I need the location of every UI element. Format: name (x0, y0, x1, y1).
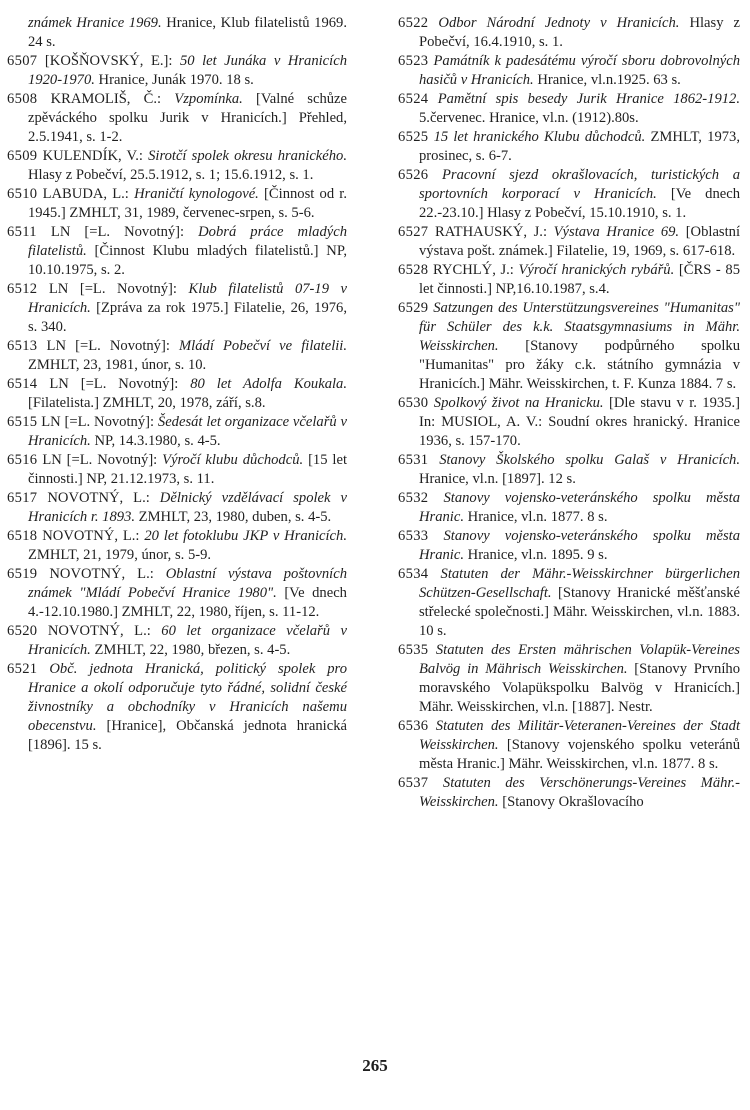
entry-number: 6513 (7, 338, 38, 354)
entry-text: 5.červenec. Hranice, vl.n. (1912).80s. (419, 110, 639, 126)
bibliography-entry (7, 337, 347, 375)
bibliography-entry (7, 527, 347, 565)
entry-text: Hranice, Junák 1970. 18 s. (94, 72, 254, 88)
entry-text: Hranice, vl.n. 1877. 8 s. (464, 509, 608, 525)
bibliography-entry (7, 90, 347, 147)
entry-title: 15 let hranického Klubu důchodců. (433, 129, 646, 145)
bibliography-entry (398, 299, 740, 394)
entry-text: [Oblastní výstava pošt. známek.] Filatelie, 19, 1969, s. 617-618. (419, 224, 741, 259)
bibliography-entry (398, 451, 740, 489)
entry-number: 6516 (7, 452, 38, 468)
entry-number: 6511 (7, 224, 37, 240)
entry-text: [Stanovy vojenského spolku veteránů města Hranic.] Mähr. Weisskirchen, vl.n. 1877. 8 s. (419, 737, 740, 772)
bibliography-entry (7, 660, 347, 755)
entry-text: NP, 14.3.1980, s. 4-5. (90, 433, 221, 449)
entry-title: Stanovy Školského spolku Galaš v Hranicích. (439, 452, 740, 468)
bibliography-entry (398, 527, 740, 565)
bibliography-entry (398, 52, 740, 90)
bibliography-entry (7, 280, 347, 337)
entry-title: 20 let fotoklubu JKP v Hranicích. (144, 528, 347, 544)
entry-text: ZMHLT, 23, 1980, duben, s. 4-5. (135, 509, 332, 525)
bibliography-entry (7, 451, 347, 489)
entry-number: 6514 (7, 376, 38, 392)
right-column (398, 14, 740, 812)
bibliography-entry (7, 14, 347, 52)
entry-number: 6507 (7, 53, 38, 69)
entry-text: KULENDÍK, V.: (42, 148, 149, 164)
entry-text: ZMHLT, 21, 1979, únor, s. 5-9. (28, 547, 212, 563)
entry-text: Hlasy z Pobečví, 25.5.1912, s. 1; 15.6.1912, s. 1. (28, 167, 314, 183)
bibliography-entry (398, 90, 740, 128)
bibliography-entry (398, 166, 740, 223)
entry-number: 6524 (398, 91, 429, 107)
entry-text: RYCHLÝ, J.: (433, 262, 519, 278)
page-number: 265 (362, 1056, 388, 1075)
entry-text: [Valné schůze zpěváckého spolku Jurik v Hranicích.] Přehled, 2.5.1941, s. 1-2. (28, 91, 347, 145)
entry-text: [Činnost od r. 1945.] ZMHLT, 31, 1989, červenec-srpen, s. 5-6. (28, 186, 348, 221)
entry-title: Stanovy vojensko-veteránského spolku města Hranic. (419, 528, 740, 563)
entry-text: Hranice, vl.n. 1895. 9 s. (464, 547, 608, 563)
entry-title: Statuten des Militär-Veteranen-Vereines der Stadt Weisskirchen. (419, 718, 740, 753)
entry-title: Dělnický vzdělávací spolek v Hranicích r. 1893. (28, 490, 347, 525)
entry-title: Výročí klubu důchodců. (162, 452, 304, 468)
bibliography-entry (398, 261, 740, 299)
bibliography-entry (398, 128, 740, 166)
entry-text: Hranice, Klub filatelistů 1969. 24 s. (28, 15, 347, 50)
entry-title: Mládí Pobečví ve filatelii. (179, 338, 348, 354)
entry-text: NOVOTNÝ, L.: (47, 623, 162, 639)
entry-title: Šedesát let organizace včelařů v Hranicích. (28, 414, 348, 449)
entry-text: ZMHLT, 23, 1981, únor, s. 10. (28, 357, 207, 373)
entry-title: Památník k padesátému výročí sboru dobrovolných hasičů v Hranicích. (419, 53, 740, 88)
entry-text: [15 let činnosti.] NP, 21.12.1973, s. 11. (28, 452, 348, 487)
entry-number: 6510 (7, 186, 38, 202)
bibliography-entry (7, 147, 347, 185)
bibliography-entry (398, 717, 740, 774)
entry-number: 6537 (398, 775, 429, 791)
bibliography-entry (398, 641, 740, 717)
entry-number: 6518 (7, 528, 38, 544)
entry-text: [Stanovy Hranické měšťanské střelecké společnosti.] Mähr. Weisskirchen, vl.n. 1883. 10 s. (419, 585, 740, 639)
entry-title: Obč. jednota Hranická, politický spolek pro Hranice a okolí odporučuje tyto řádné, solidní české živnostníky a obchodníky v Hranicích našemu obecenstvu. (28, 661, 347, 734)
entry-text: KRAMOLIŠ, Č.: (50, 91, 175, 107)
entry-title: Výročí hranických rybářů. (518, 262, 675, 278)
bibliography-entry (7, 185, 347, 223)
entry-number: 6512 (7, 281, 38, 297)
bibliography-entry (7, 413, 347, 451)
entry-text: [Stanovy Prvního moravského Volapükspolku Balvög v Hranicích.] Mähr. Weisskirchen, vl.n. [1887]. Nestr. (419, 661, 740, 715)
entry-text: [Stanovy podpůrného spolku "Humanitas" pro žáky c.k. státního gymnázia v Hranicích.] Mähr. Weisskirchen, t. F. Kunza 1884. 7 s. (419, 338, 740, 392)
entry-number: 6533 (398, 528, 429, 544)
entry-text: ZMHLT, 22, 1980, březen, s. 4-5. (90, 642, 291, 658)
entry-text: [Stanovy Okrašlovacího (498, 794, 644, 810)
entry-title: Satzungen des Unterstützungsvereines "Humanitas" für Schüler des k.k. Staatsgymnasiums in Mähr. Weisskirchen. (419, 300, 740, 354)
entry-title: známek Hranice 1969. (28, 15, 162, 31)
entry-title: Hraničtí kynologové. (134, 186, 259, 202)
entry-text: LN [=L. Novotný]: (50, 224, 199, 240)
entry-text: LN [=L. Novotný]: (49, 376, 191, 392)
bibliography-entry (398, 774, 740, 812)
entry-title: 80 let Adolfa Koukala. (190, 376, 347, 392)
entry-title: 50 let Junáka v Hranicích 1920-1970. (28, 53, 347, 88)
entry-title: Statuten der Mähr.-Weisskirchner bürgerlichen Schützen-Gesellschaft. (419, 566, 740, 601)
entry-text: [Ve dnech 22.-23.10.] Hlasy z Pobečví, 15.10.1910, s. 1. (419, 186, 740, 221)
entry-number: 6523 (398, 53, 429, 69)
entry-text: [KOŠŇOVSKÝ, E.]: (44, 53, 180, 69)
bibliography-entry (7, 565, 347, 622)
entry-number: 6535 (398, 642, 429, 658)
entry-number: 6531 (398, 452, 429, 468)
entry-title: Oblastní výstava poštovních známek "Mládí Pobečví Hranice 1980". (28, 566, 347, 601)
entry-text: LN [=L. Novotný]: (48, 281, 189, 297)
entry-text: NOVOTNÝ, L.: (42, 528, 145, 544)
entry-number: 6526 (398, 167, 429, 183)
entry-title: Pracovní sjezd okrašlovacích, turistických a sportovních korporací v Hranicích. (419, 167, 740, 202)
entry-text: [Ve dnech 4.-12.10.1980.] ZMHLT, 22, 1980, říjen, s. 11-12. (28, 585, 347, 620)
entry-text: NOVOTNÝ, L.: (47, 490, 160, 506)
left-column (7, 14, 347, 755)
entry-title: Odbor Národní Jednoty v Hranicích. (438, 15, 680, 31)
entry-number: 6532 (398, 490, 429, 506)
entry-text: [Dle stavu v r. 1935.] In: MUSIOL, A. V.: Soudní okres hranický. Hranice 1936, s. 157-170. (419, 395, 740, 449)
entry-number: 6536 (398, 718, 429, 734)
entry-title: Sirotčí spolek okresu hranického. (148, 148, 347, 164)
entry-number: 6529 (398, 300, 429, 316)
entry-title: 60 let organizace včelařů v Hranicích. (28, 623, 347, 658)
entry-number: 6515 (7, 414, 38, 430)
entry-number: 6509 (7, 148, 38, 164)
entry-number: 6528 (398, 262, 429, 278)
entry-text: RATHAUSKÝ, J.: (435, 224, 554, 240)
entry-text: LN [=L. Novotný]: (41, 414, 158, 430)
entry-text: LABUDA, L.: (42, 186, 135, 202)
entry-number: 6527 (398, 224, 429, 240)
entry-number: 6519 (7, 566, 38, 582)
bibliography-entry (398, 14, 740, 52)
entry-title: Výstava Hranice 69. (553, 224, 680, 240)
bibliography-entry (7, 52, 347, 90)
entry-title: Vzpomínka. (174, 91, 243, 107)
entry-number: 6522 (398, 15, 429, 31)
entry-text: Hlasy z Pobečví, 16.4.1910, s. 1. (419, 15, 740, 50)
entry-title: Dobrá práce mladých filatelistů. (28, 224, 348, 259)
entry-text: [Filatelista.] ZMHLT, 20, 1978, září, s.8. (28, 395, 266, 411)
entry-text: LN [=L. Novotný]: (46, 338, 180, 354)
entry-number: 6530 (398, 395, 429, 411)
entry-text: [Zpráva za rok 1975.] Filatelie, 26, 1976, s. 340. (28, 300, 347, 335)
entry-text: LN [=L. Novotný]: (42, 452, 163, 468)
bibliography-entry (7, 375, 347, 413)
entry-number: 6520 (7, 623, 38, 639)
entry-title: Pamětní spis besedy Jurik Hranice 1862-1912. (437, 91, 740, 107)
entry-number: 6534 (398, 566, 429, 582)
bibliography-entry (398, 223, 740, 261)
entry-number: 6508 (7, 91, 38, 107)
bibliography-entry (398, 394, 740, 451)
bibliography-entry (398, 489, 740, 527)
entry-text: ZMHLT, 1973, prosinec, s. 6-7. (419, 129, 740, 164)
entry-number: 6525 (398, 129, 429, 145)
entry-text: [Činnost Klubu mladých filatelistů.] NP, 10.10.1975, s. 2. (28, 243, 347, 278)
entry-number: 6517 (7, 490, 38, 506)
entry-number: 6521 (7, 661, 38, 677)
entry-title: Statuten des Ersten mährischen Volapük-Vereines Balvög in Mährisch Weisskirchen. (419, 642, 740, 677)
bibliography-entry (7, 489, 347, 527)
bibliography-entry (7, 622, 347, 660)
entry-text: Hranice, vl.n. [1897]. 12 s. (419, 471, 576, 487)
entry-text: NOVOTNÝ, L.: (49, 566, 166, 582)
entry-title: Spolkový život na Hranicku. (433, 395, 604, 411)
bibliography-entry (7, 223, 347, 280)
entry-title: Stanovy vojensko-veteránského spolku města Hranic. (419, 490, 740, 525)
entry-text: [ČRS - 85 let činnosti.] NP,16.10.1987, s.4. (419, 262, 740, 297)
entry-title: Statuten des Verschönerungs-Vereines Mähr.-Weisskirchen. (419, 775, 741, 810)
entry-title: Klub filatelistů 07-19 v Hranicích. (28, 281, 347, 316)
entry-text: [Hranice], Občanská jednota hranická [1896]. 15 s. (28, 718, 347, 753)
bibliography-entry (398, 565, 740, 641)
entry-text: Hranice, vl.n.1925. 63 s. (533, 72, 681, 88)
